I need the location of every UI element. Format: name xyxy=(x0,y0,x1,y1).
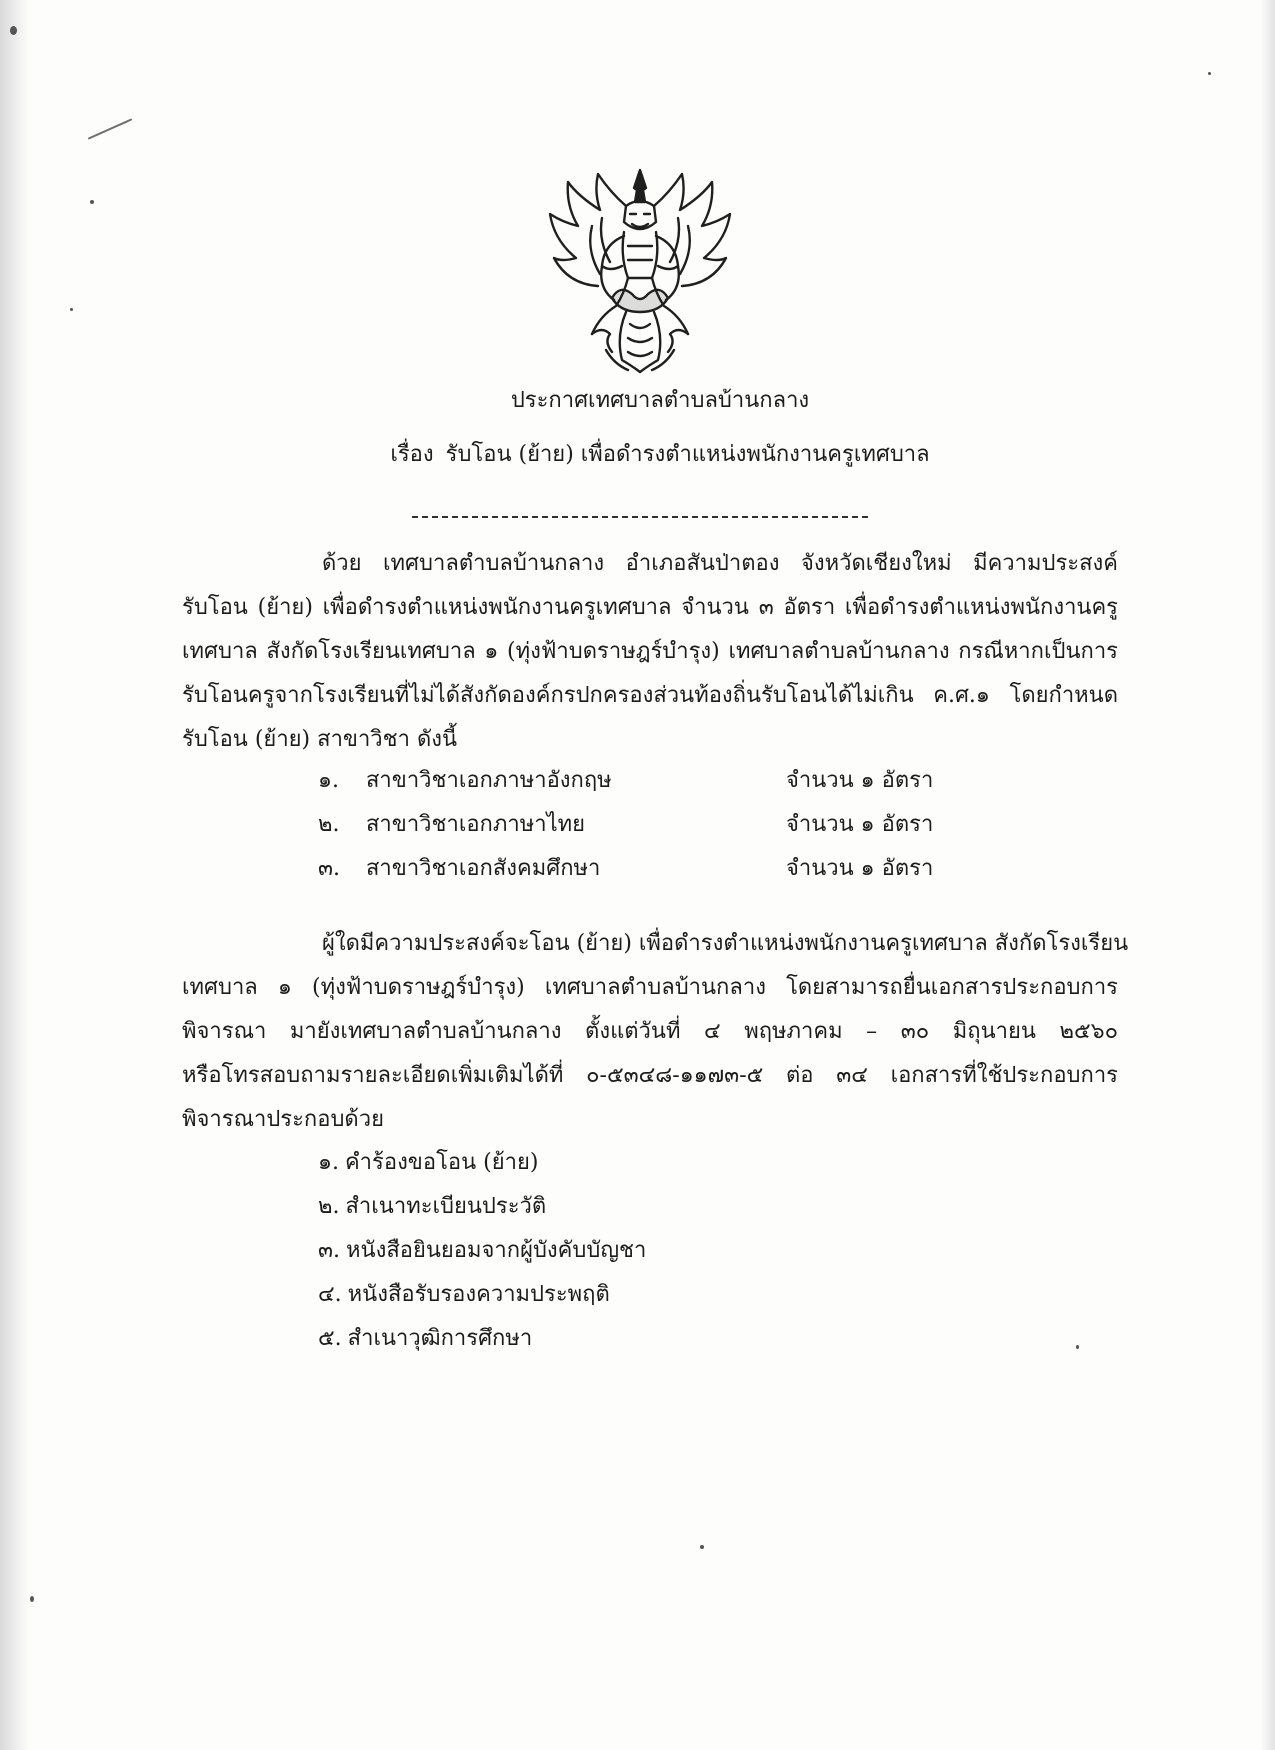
paragraph-line: ผู้ใดมีความประสงค์จะโอน (ย้าย) เพื่อดำรงตำแหน่งพนักงานครูเทศบาล สังกัดโรงเรียน xyxy=(322,931,1129,956)
subject-label: เรื่อง xyxy=(390,442,434,467)
scan-speck xyxy=(90,200,94,204)
announcement-title: ประกาศเทศบาลตำบลบ้านกลาง xyxy=(510,388,810,413)
quota-major: สาขาวิชาเอกภาษาอังกฤษ xyxy=(366,768,612,793)
quota-count: จำนวน ๑ อัตรา xyxy=(786,812,934,837)
quota-major: สาขาวิชาเอกภาษาไทย xyxy=(366,812,586,837)
scan-speck xyxy=(30,1596,34,1602)
document-list-item xyxy=(318,1148,538,1178)
scan-speck xyxy=(10,26,17,35)
document-number: ๑. xyxy=(318,1150,339,1175)
document-text: หนังสือยินยอมจากผู้บังคับบัญชา xyxy=(346,1238,647,1263)
document-text: คำร้องขอโอน (ย้าย) xyxy=(344,1150,539,1175)
paragraph-line: รับโอน (ย้าย) สาขาวิชา ดังนี้ xyxy=(182,727,458,752)
dashed-divider xyxy=(412,516,868,518)
paragraph-application xyxy=(182,922,1129,1142)
subject-text: รับโอน (ย้าย) เพื่อดำรงตำแหน่งพนักงานครูเทศบาล xyxy=(445,442,930,467)
paragraph-line: พิจารณา มายังเทศบาลตำบลบ้านกลาง ตั้งแต่วันที่ ๔ พฤษภาคม – ๓๐ มิถุนายน ๒๕๖๐ xyxy=(182,1019,1118,1044)
scan-speck xyxy=(70,308,73,311)
document-list-item xyxy=(318,1324,532,1354)
paragraph-line: หรือโทรสอบถามรายละเอียดเพิ่มเติมได้ที่ ๐-๕๓๔๘-๑๑๗๓-๕ ต่อ ๓๔ เอกสารที่ใช้ประกอบการ xyxy=(182,1063,1118,1088)
scan-left-edge-shadow xyxy=(0,0,30,1750)
scan-speck xyxy=(1208,72,1211,75)
document-text: สำเนาทะเบียนประวัติ xyxy=(345,1194,547,1219)
quota-number: ๓. xyxy=(318,856,341,881)
document-number: ๒. xyxy=(318,1194,340,1219)
paragraph-line: ด้วย เทศบาลตำบลบ้านกลาง อำเภอสันป่าตอง จังหวัดเชียงใหม่ มีความประสงค์ xyxy=(322,551,1118,576)
quota-number: ๒. xyxy=(318,812,340,837)
document-text: สำเนาวุฒิการศึกษา xyxy=(347,1326,533,1351)
document-list-item xyxy=(318,1192,546,1222)
document-list-item xyxy=(318,1280,610,1310)
document-list-item xyxy=(318,1236,646,1266)
paragraph-line: พิจารณาประกอบด้วย xyxy=(182,1107,384,1132)
quota-number: ๑. xyxy=(318,768,339,793)
document-number: ๔. xyxy=(318,1282,342,1307)
quota-major: สาขาวิชาเอกสังคมศึกษา xyxy=(366,856,601,881)
quota-item xyxy=(318,854,933,884)
scan-speck xyxy=(700,1545,704,1549)
scan-speck xyxy=(1076,1345,1079,1349)
document-number: ๕. xyxy=(318,1326,342,1351)
paragraph-line: รับโอนครูจากโรงเรียนที่ไม่ได้สังกัดองค์กรปกครองส่วนท้องถิ่นรับโอนได้ไม่เกิน ค.ศ.๑ โดยกำหนด xyxy=(182,683,1118,708)
paragraph-line: เทศบาล ๑ (ทุ่งฟ้าบดราษฎร์บำรุง) เทศบาลตำบลบ้านกลาง โดยสามารถยื่นเอกสารประกอบการ xyxy=(182,975,1118,1000)
announcement-subject-line xyxy=(0,440,1275,470)
quota-count: จำนวน ๑ อัตรา xyxy=(786,856,934,881)
quota-count: จำนวน ๑ อัตรา xyxy=(786,768,934,793)
quota-item xyxy=(318,810,933,840)
scan-right-edge-shadow xyxy=(1261,0,1275,1750)
paragraph-line: รับโอน (ย้าย) เพื่อดำรงตำแหน่งพนักงานครูเทศบาล จำนวน ๓ อัตรา เพื่อดำรงตำแหน่งพนักงานครู xyxy=(182,595,1118,620)
quota-item xyxy=(318,766,933,796)
scan-scratch-mark xyxy=(88,118,133,139)
paragraph-line: เทศบาล สังกัดโรงเรียนเทศบาล ๑ (ทุ่งฟ้าบดราษฎร์บำรุง) เทศบาลตำบลบ้านกลาง กรณีหากเป็นการ xyxy=(182,639,1118,664)
document-text: หนังสือรับรองความประพฤติ xyxy=(347,1282,610,1307)
paragraph-intro xyxy=(182,542,1118,762)
garuda-emblem-icon xyxy=(540,166,740,378)
document-number: ๓. xyxy=(318,1238,341,1263)
